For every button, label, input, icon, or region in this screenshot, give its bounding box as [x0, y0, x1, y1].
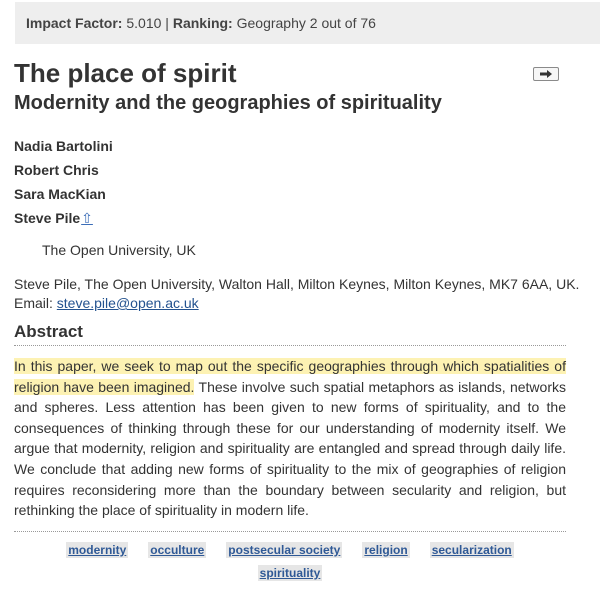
share-button[interactable]: [533, 67, 559, 81]
journal-metrics-bar: [15, 2, 600, 44]
keyword-tag[interactable]: occulture: [150, 543, 205, 557]
email-link[interactable]: steve.pile@open.ac.uk: [56, 295, 199, 311]
abstract-divider: [14, 345, 566, 346]
author-item[interactable]: [14, 138, 113, 162]
author-name[interactable]: Robert Chris: [14, 162, 99, 178]
article-subtitle: Modernity and the geographies of spirituality: [14, 92, 442, 114]
article-title: The place of spirit: [14, 58, 237, 88]
address-text: Steve Pile, The Open University, Walton Hall, Milton Keynes, Milton Keynes, MK7 6AA, UK. Email:: [14, 276, 580, 311]
author-item[interactable]: [14, 186, 113, 210]
ranking-value: Geography 2 out of 76: [236, 15, 376, 31]
arrow-right-icon: [539, 70, 553, 78]
impact-factor-value: 5.010: [126, 15, 162, 31]
ranking-label: Ranking:: [172, 15, 233, 31]
corresponding-author-icon[interactable]: ⇧: [81, 210, 93, 226]
metrics-separator: |: [165, 15, 169, 31]
correspondence-address: [14, 275, 584, 313]
author-item[interactable]: [14, 210, 113, 234]
affiliation: The Open University, UK: [42, 242, 196, 258]
highlighted-sentence: In this paper, we seek to map out the specific geographies through which spatialities of religion have been imagined.: [14, 358, 566, 395]
keyword-tag[interactable]: modernity: [68, 543, 127, 557]
author-name[interactable]: Steve Pile: [14, 210, 81, 226]
keyword-tag[interactable]: secularization: [431, 543, 512, 557]
keyword-list: [14, 539, 566, 585]
keyword-tag[interactable]: postsecular society: [228, 543, 341, 557]
author-name[interactable]: Sara MacKian: [14, 186, 106, 202]
abstract-rest: These involve such spatial metaphors as islands, networks and spheres. Less attention has been given to new forms of spirituality, and to the consequences of thinking through these for our understanding of modernity itself. We argue that modernity, religion and spirituality are entangled and spread through daily life. We conclude that adding new forms of spirituality to the mix of geographies of religion requires reconsidering more than the boundary between secularity and religion, but rethinking the place of spirituality in modern life.: [14, 378, 566, 519]
abstract-text: [14, 356, 566, 521]
keyword-tag[interactable]: spirituality: [259, 566, 321, 580]
author-item[interactable]: [14, 162, 113, 186]
keyword-tag[interactable]: religion: [364, 543, 408, 557]
author-name[interactable]: Nadia Bartolini: [14, 138, 113, 154]
author-list: [14, 138, 113, 234]
abstract-heading: Abstract: [14, 322, 83, 341]
impact-factor-label: Impact Factor:: [26, 15, 123, 31]
keywords-divider: [14, 531, 566, 532]
